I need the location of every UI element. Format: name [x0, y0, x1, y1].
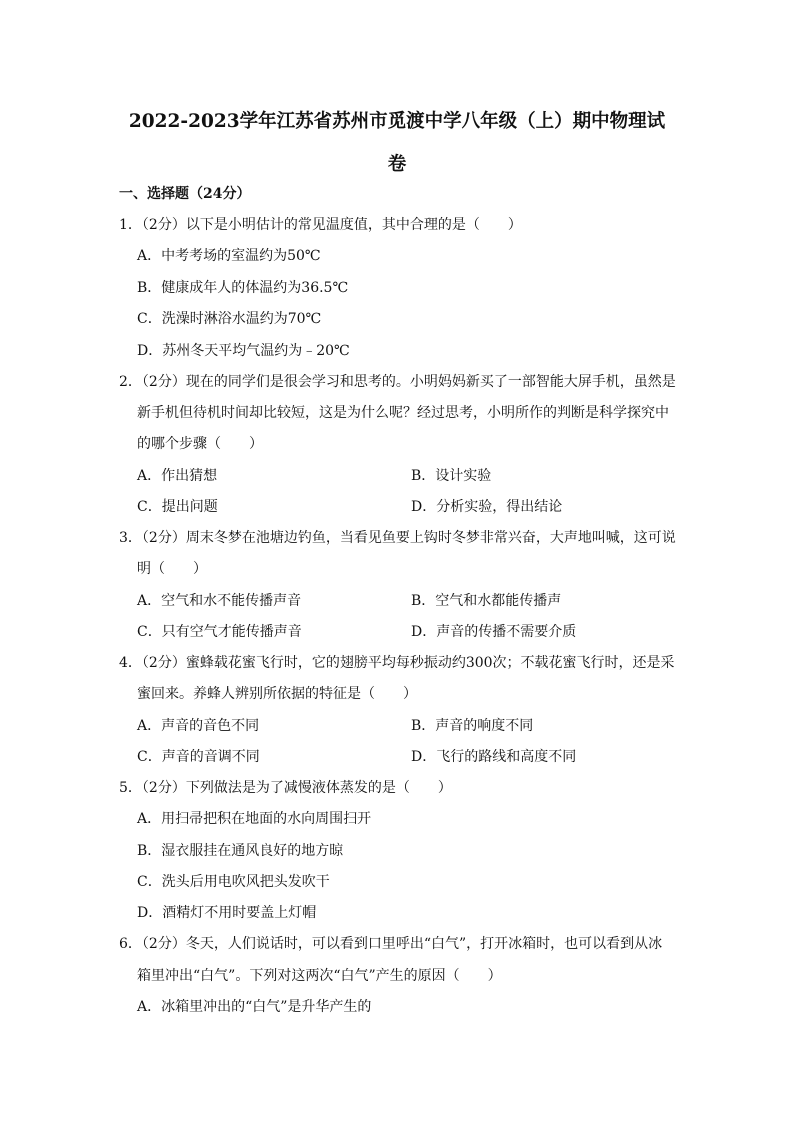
- q5-option-b: B．湿衣服挂在通风良好的地方晾: [137, 843, 344, 859]
- q5-stem: 5．（2分）下列做法是为了减慢液体蒸发的是（ ）: [119, 780, 452, 796]
- q2-stem-line2: 新手机但待机时间却比较短，这是为什么呢？经过思考，小明所作的判断是科学探究中: [137, 405, 669, 421]
- q2-stem-line3: 的哪个步骤（ ）: [137, 436, 263, 452]
- q4-stem-line1: 4．（2分）蜜蜂载花蜜飞行时，它的翅膀平均每秒振动约300次；不载花蜜飞行时，还是采: [119, 655, 675, 671]
- q1-option-a: A．中考考场的室温约为50℃: [137, 248, 321, 264]
- q2-option-c: C．提出问题: [137, 499, 218, 515]
- section-heading: 一、选择题（24分）: [119, 186, 251, 202]
- q4-option-a: A．声音的音色不同: [137, 718, 260, 734]
- q6-stem-line2: 箱里冲出“白气”。下列对这两次“白气”产生的原因（ ）: [137, 968, 502, 984]
- q3-stem-line2: 明（ ）: [137, 561, 207, 577]
- exam-title-line1: 2022-2023学年江苏省苏州市觅渡中学八年级（上）期中物理试: [128, 111, 666, 132]
- q1-option-c: C．洗澡时淋浴水温约为70℃: [137, 311, 322, 327]
- q2-option-a: A．作出猜想: [137, 468, 218, 484]
- q2-stem-line1: 2．（2分）现在的同学们是很会学习和思考的。小明妈妈新买了一部智能大屏手机，虽然是: [119, 374, 676, 390]
- q4-option-b: B．声音的响度不同: [411, 718, 534, 734]
- exam-title: [112, 100, 682, 186]
- q4-stem-line2: 蜜回来。养蜂人辨别所依据的特征是（ ）: [137, 686, 417, 702]
- q4-option-c: C．声音的音调不同: [137, 749, 260, 765]
- q5-option-c: C．洗头后用电吹风把头发吹干: [137, 874, 330, 890]
- q3-option-a: A．空气和水不能传播声音: [137, 593, 302, 609]
- q3-stem-line1: 3．（2分）周末冬梦在池塘边钓鱼，当看见鱼要上钩时冬梦非常兴奋，大声地叫喊，这可说: [119, 530, 676, 546]
- q4-option-d: D．飞行的路线和高度不同: [411, 749, 577, 765]
- q2-option-b: B．设计实验: [411, 468, 492, 484]
- q6-option-a: A．冰箱里冲出的“白气”是升华产生的: [137, 999, 372, 1015]
- q1-option-b: B．健康成年人的体温约为36.5℃: [137, 280, 349, 296]
- q6-stem-line1: 6．（2分）冬天，人们说话时，可以看到口里呼出“白气”，打开冰箱时，也可以看到从冰: [119, 936, 663, 952]
- q1-option-d: D．苏州冬天平均气温约为﹣20℃: [137, 343, 350, 359]
- q1-stem: 1．（2分）以下是小明估计的常见温度值，其中合理的是（ ）: [119, 217, 522, 233]
- q5-option-a: A．用扫帚把积在地面的水向周围扫开: [137, 811, 372, 827]
- exam-title-line2: 卷: [387, 154, 407, 175]
- q3-option-b: B．空气和水都能传播声: [411, 593, 562, 609]
- q5-option-d: D．酒精灯不用时要盖上灯帽: [137, 905, 317, 921]
- q2-option-d: D．分析实验，得出结论: [411, 499, 563, 515]
- q3-option-d: D．声音的传播不需要介质: [411, 624, 577, 640]
- q3-option-c: C．只有空气才能传播声音: [137, 624, 302, 640]
